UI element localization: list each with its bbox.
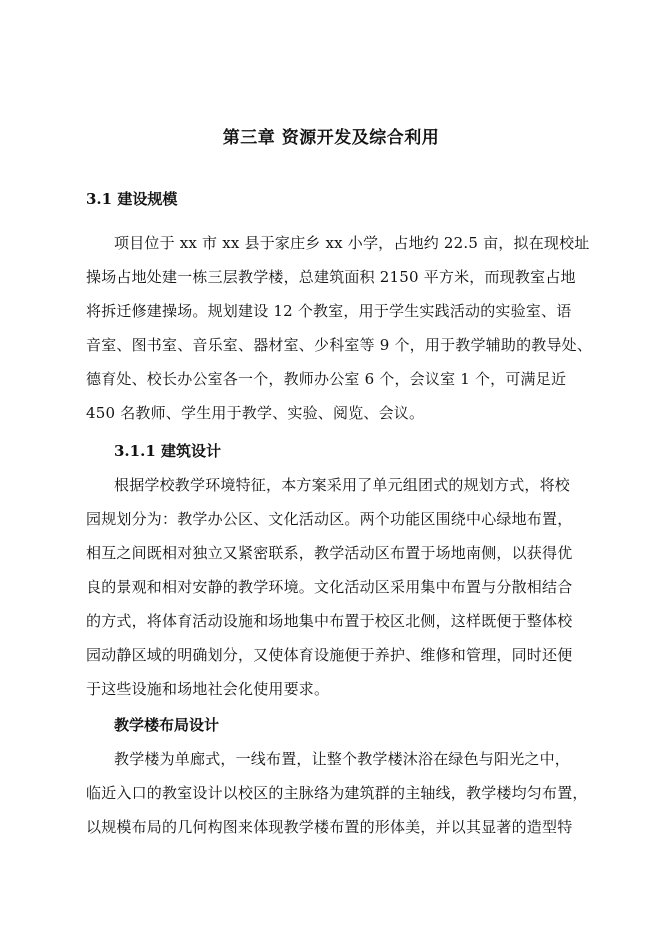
paragraph-line: 将拆迁修建操场。规划建设 12 个教室，用于学生实践活动的实验室、语 xyxy=(86,302,572,320)
chapter-title: 第三章 资源开发及综合利用 xyxy=(222,128,440,148)
paragraph-line: 相互之间既相对独立又紧密联系，教学活动区布置于场地南侧，以获得优 xyxy=(86,544,573,562)
plain-heading: 教学楼布局设计 xyxy=(114,716,220,734)
paragraph-line: 音室、图书室、音乐室、器材室、少科室等 9 个，用于教学辅助的教导处、 xyxy=(86,336,593,354)
paragraph-line: 以规模布局的几何构图来体现教学楼布置的形体美，并以其显著的造型特 xyxy=(86,818,573,836)
paragraph-line: 临近入口的教室设计以校区的主脉络为建筑群的主轴线，教学楼均匀布置， xyxy=(86,784,588,802)
subsection-heading: 3.1.1 建筑设计 xyxy=(114,442,221,460)
paragraph-line: 园规划分为：教学办公区、文化活动区。两个功能区围绕中心绿地布置， xyxy=(86,510,573,528)
paragraph-line: 园动静区域的明确划分，又使体育设施便于养护、维修和管理，同时还便 xyxy=(86,646,573,664)
paragraph-line: 德育处、校长办公室各一个，教师办公室 6 个，会议室 1 个，可满足近 xyxy=(86,370,567,388)
paragraph-line: 的方式，将体育活动设施和场地集中布置于校区北侧，这样既便于整体校 xyxy=(86,612,573,630)
paragraph-line: 教学楼为单廊式，一线布置，让整个教学楼沐浴在绿色与阳光之中， xyxy=(114,750,571,768)
section-heading: 3.1 建设规模 xyxy=(86,190,178,208)
paragraph-line: 450 名教师、学生用于教学、实验、阅览、会议。 xyxy=(86,404,425,422)
paragraph-line: 良的景观和相对安静的教学环境。文化活动区采用集中布置与分散相结合 xyxy=(86,578,573,596)
paragraph-line: 根据学校教学环境特征，本方案采用了单元组团式的规划方式，将校 xyxy=(114,476,571,494)
paragraph-line: 操场占地处建一栋三层教学楼，总建筑面积 2150 平方米，而现教室占地 xyxy=(86,268,576,286)
paragraph-line: 项目位于 xx 市 xx 县于家庄乡 xx 小学，占地约 22.5 亩，拟在现校址 xyxy=(114,234,590,252)
paragraph-line: 于这些设施和场地社会化使用要求。 xyxy=(86,680,330,698)
